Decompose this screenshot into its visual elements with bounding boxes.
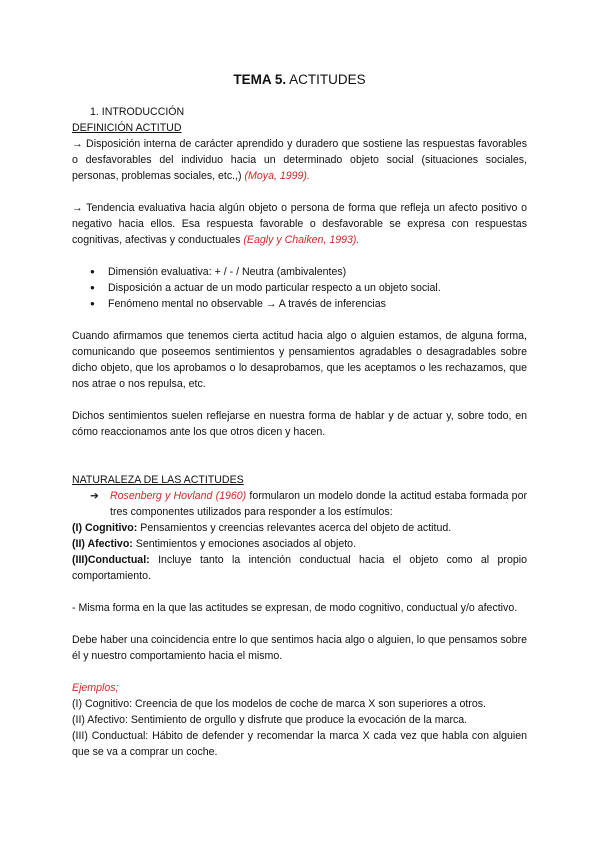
example-item: (III) Conductual: Hábito de defender y recomendar la marca X cada vez que habla con alguien que se va a comprar un coche. (72, 730, 527, 758)
component-afectivo (72, 536, 527, 552)
citation-eagly: (Eagly y Chaiken, 1993). (243, 234, 360, 246)
definition-2 (72, 200, 527, 248)
arrow-item-rosenberg (72, 488, 527, 520)
component-text: Sentimientos y emociones asociados al objeto. (132, 538, 357, 550)
subheading-definicion: DEFINICIÓN ACTITUD (72, 122, 182, 134)
list-item: ● Fenómeno mental no observable → A través de inferencias (108, 296, 527, 312)
component-text: Incluye tanto la intención conductual hacia el objeto como al propio comportamiento. (72, 554, 527, 582)
component-label: (II) Afectivo: (72, 538, 133, 550)
paragraph-actitud: Cuando afirmamos que tenemos cierta actitud hacia algo o alguien estamos, de alguna forma, comunicando que poseemos sentimientos y pensamientos agradables o desagradables sobre dicho objeto, que los aprobamos o lo desaprobamos, que les aceptamos o les rechazamos, que nos atrae o nos repulsa, etc. (72, 330, 527, 390)
list-item: ● Dimensión evaluativa: + / - / Neutra (ambivalentes) (108, 264, 527, 280)
component-cognitivo (72, 520, 527, 536)
definition-1 (72, 136, 527, 184)
component-label: (III)Conductual: (72, 554, 150, 566)
document-page (72, 72, 527, 760)
note-coincidencia: Debe haber una coincidencia entre lo que sentimos hacia algo o alguien, lo que pensamos sobre él y nuestro comportamiento hacia el mismo. (72, 634, 527, 662)
component-label: (I) Cognitivo: (72, 522, 138, 534)
example-item: (II) Afectivo: Sentimiento de orgullo y disfrute que produce la evocación de la marca. (72, 714, 468, 726)
examples-heading: Ejemplos; (72, 682, 119, 694)
citation-moya: (Moya, 1999). (244, 170, 310, 182)
title-bold: TEMA 5. (233, 72, 287, 87)
subheading-naturaleza: NATURALEZA DE LAS ACTITUDES (72, 474, 244, 486)
citation-rosenberg: Rosenberg y Hovland (1960) (110, 490, 247, 502)
definition-2-text: → Tendencia evaluativa hacia algún objeto o persona de forma que refleja un afecto positivo o negativo hacia ellos. Esa respuesta favorable o desfavorable se expresa con respuestas cognitivas, afectivas y conductuales (72, 202, 527, 246)
arrow-icon: ➔ (90, 490, 99, 502)
section-number: 1. (90, 106, 99, 118)
bullet-list (72, 264, 527, 312)
section-title: INTRODUCCIÓN (101, 106, 185, 118)
definition-1-text: → Disposición interna de carácter aprendido y duradero que sostiene las respuestas favorables o desfavorables del individuo hacia un determinado objeto social (situaciones sociales, personas, problemas sociales, etc.,) (72, 138, 527, 182)
example-item: (I) Cognitivo: Creencia de que los modelos de coche de marca X son superiores a otros. (72, 698, 486, 710)
list-item: ● Disposición a actuar de un modo particular respecto a un objeto social. (108, 280, 527, 296)
paragraph-sentimientos: Dichos sentimientos suelen reflejarse en nuestra forma de hablar y de actuar y, sobre todo, en cómo reaccionamos ante los que otros dicen y hacen. (72, 410, 527, 438)
document-title (72, 72, 527, 88)
note-misma-forma: - Misma forma en la que las actitudes se expresan, de modo cognitivo, conductual y/o afectivo. (72, 602, 518, 614)
arrow-item-text: formularon un modelo donde la actitud estaba formada por tres componentes utilizados para responder a los estímulos: (110, 490, 527, 518)
component-text: Pensamientos y creencias relevantes acerca del objeto de actitud. (137, 522, 452, 534)
title-rest: ACTITUDES (286, 72, 366, 87)
component-conductual (72, 552, 527, 584)
section-heading-intro (72, 104, 527, 120)
